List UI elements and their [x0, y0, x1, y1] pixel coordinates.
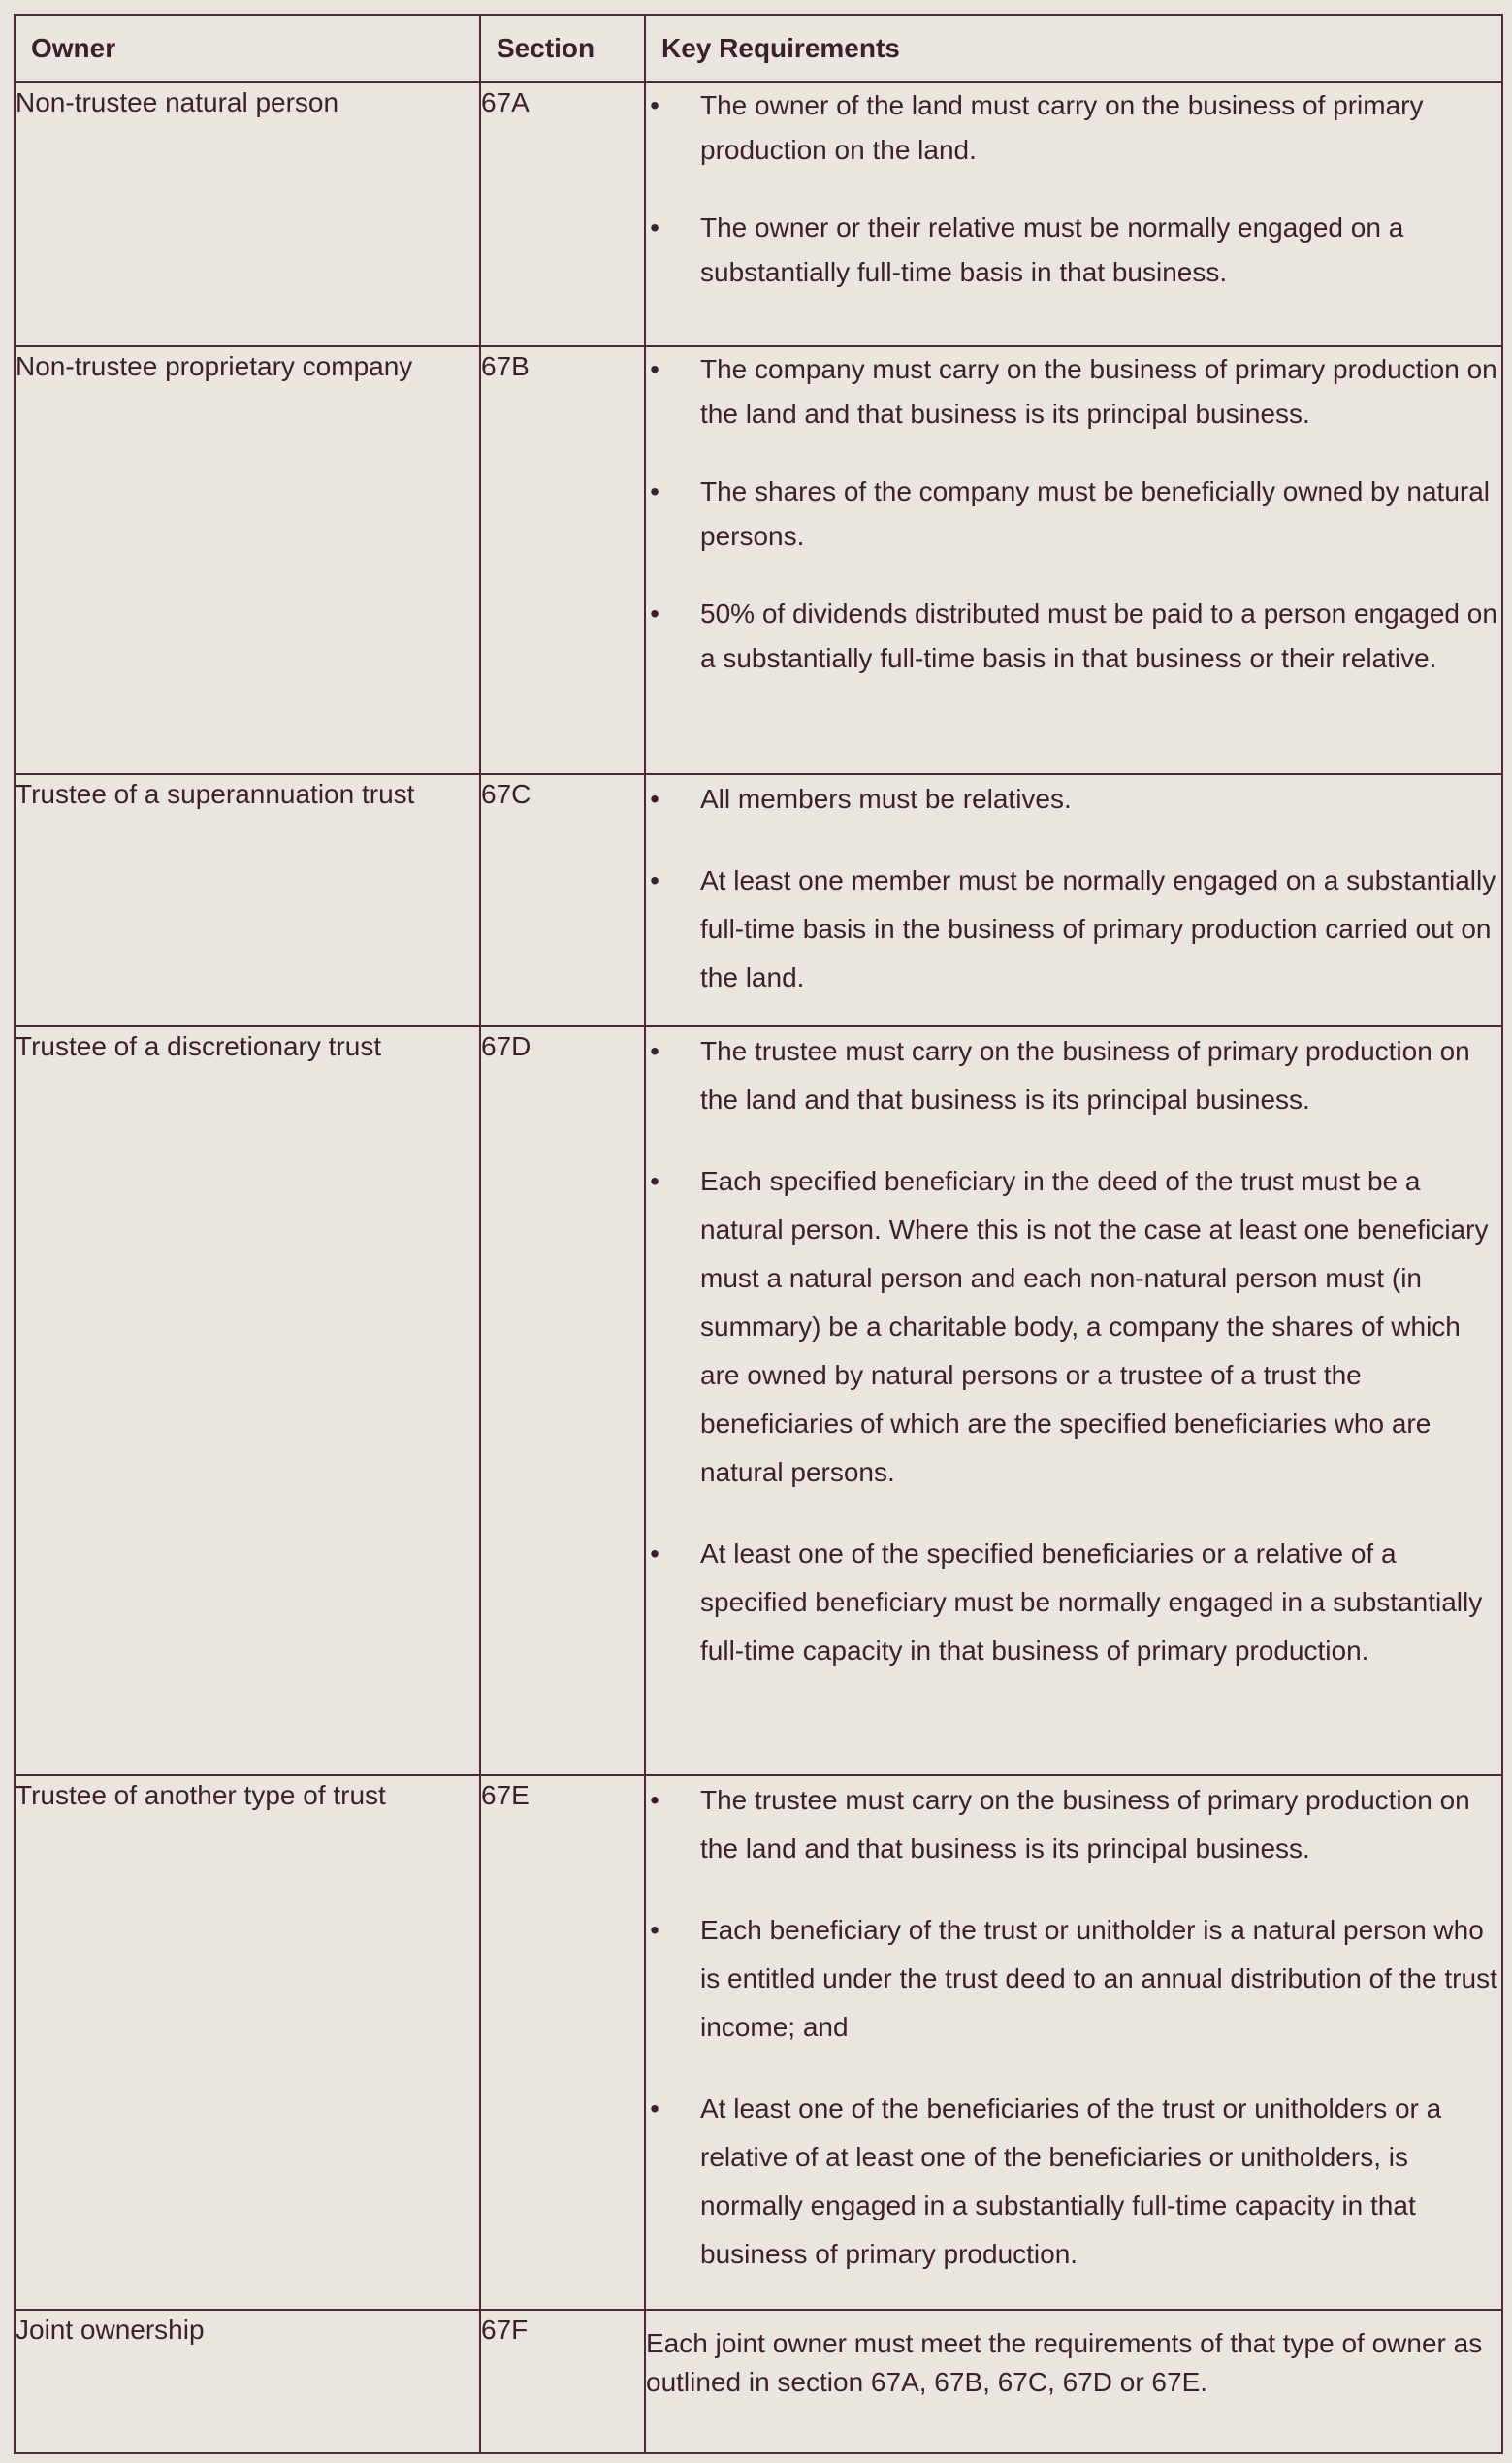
- section-cell: 67B: [480, 346, 645, 774]
- requirement-text: All members must be relatives.: [700, 784, 1072, 814]
- requirement-text: The trustee must carry on the business of primary production on the land and that business is its principal business.: [700, 1785, 1470, 1863]
- requirement-item: [646, 1906, 1501, 2052]
- table-row: [15, 774, 1502, 1026]
- requirement-item: [646, 857, 1501, 1002]
- requirement-item: [646, 347, 1501, 437]
- section-cell: 67D: [480, 1026, 645, 1775]
- section-cell: 67F: [480, 2310, 645, 2453]
- requirement-text: The owner of the land must carry on the business of primary production on the land.: [700, 90, 1424, 165]
- requirements-table: [14, 14, 1503, 2454]
- table-row: [15, 1775, 1502, 2310]
- requirement-item: [646, 1027, 1501, 1124]
- table-row: [15, 346, 1502, 774]
- requirements-cell: [645, 1775, 1502, 2310]
- bullet-icon: •: [650, 90, 659, 120]
- table-row: [15, 1026, 1502, 1775]
- requirement-list: [646, 347, 1501, 681]
- requirements-cell: [645, 346, 1502, 774]
- bullet-icon: •: [650, 1915, 659, 1945]
- bullet-icon: •: [650, 1166, 659, 1196]
- section-cell: 67C: [480, 774, 645, 1026]
- requirement-text: At least one member must be normally engaged on a substantially full-time basis in the business of primary production carried out on the land.: [700, 865, 1496, 992]
- requirement-item: [646, 83, 1501, 173]
- requirement-item: [646, 592, 1501, 681]
- requirements-cell: [645, 2310, 1502, 2453]
- bullet-icon: •: [650, 212, 659, 243]
- requirement-text: At least one of the beneficiaries of the trust or unitholders or a relative of at least one of the beneficiaries or unitholders, is normally engaged in a substantially full-time capacity in that business of primary production.: [700, 2093, 1442, 2269]
- bullet-icon: •: [650, 784, 659, 814]
- requirement-text: The owner or their relative must be normally engaged on a substantially full-time basis in that business.: [700, 212, 1404, 287]
- header-owner: Owner: [15, 15, 480, 82]
- requirements-cell: [645, 1026, 1502, 1775]
- owner-cell: Non-trustee natural person: [15, 82, 480, 346]
- requirement-item: [646, 470, 1501, 559]
- table-row: [15, 82, 1502, 346]
- table-row: [15, 2310, 1502, 2453]
- requirement-text: 50% of dividends distributed must be paid to a person engaged on a substantially full-time basis in that business or their relative.: [700, 599, 1497, 673]
- requirement-text: Each specified beneficiary in the deed of the trust must be a natural person. Where this is not the case at least one beneficiary must a natural person and each non-natural person must (in summary) be a charitable body, a company the shares of which are owned by natural persons or a trustee of a trust the beneficiaries of which are the specified beneficiaries who are natural persons.: [700, 1166, 1489, 1487]
- bullet-icon: •: [650, 1785, 659, 1815]
- requirement-text: The company must carry on the business of primary production on the land and that business is its principal business.: [700, 354, 1497, 429]
- requirement-list: [646, 1776, 1501, 2279]
- bullet-icon: •: [650, 354, 659, 384]
- requirement-list: [646, 1027, 1501, 1675]
- requirement-text: The trustee must carry on the business of primary production on the land and that business is its principal business.: [700, 1036, 1470, 1115]
- requirement-text: At least one of the specified beneficiaries or a relative of a specified beneficiary must be normally engaged in a substantially full-time capacity in that business of primary production.: [700, 1539, 1483, 1666]
- owner-cell: Joint ownership: [15, 2310, 480, 2453]
- requirement-item: [646, 1157, 1501, 1497]
- requirement-list: [646, 775, 1501, 1002]
- requirement-item: [646, 1530, 1501, 1675]
- requirement-list: [646, 83, 1501, 295]
- header-section: Section: [480, 15, 645, 82]
- bullet-icon: •: [650, 2093, 659, 2123]
- requirements-cell: [645, 82, 1502, 346]
- requirement-item: [646, 775, 1501, 824]
- section-cell: 67E: [480, 1775, 645, 2310]
- header-row: [15, 15, 1502, 82]
- bullet-icon: •: [650, 1036, 659, 1066]
- bullet-icon: •: [650, 865, 659, 895]
- bullet-icon: •: [650, 599, 659, 629]
- owner-cell: Trustee of a superannuation trust: [15, 774, 480, 1026]
- bullet-icon: •: [650, 1539, 659, 1569]
- requirement-text: Each beneficiary of the trust or unitholder is a natural person who is entitled under the trust deed to an annual distribution of the trust income; and: [700, 1915, 1497, 2042]
- requirement-item: [646, 1776, 1501, 1873]
- section-cell: 67A: [480, 82, 645, 346]
- owner-cell: Trustee of another type of trust: [15, 1775, 480, 2310]
- requirement-text: The shares of the company must be beneficially owned by natural persons.: [700, 476, 1491, 551]
- requirement-item: [646, 2085, 1501, 2279]
- bullet-icon: •: [650, 476, 659, 506]
- header-key-requirements: Key Requirements: [645, 15, 1502, 82]
- owner-cell: Trustee of a discretionary trust: [15, 1026, 480, 1775]
- requirements-cell: [645, 774, 1502, 1026]
- requirement-item: [646, 206, 1501, 295]
- requirement-text: Each joint owner must meet the requirements of that type of owner as outlined in section 67A, 67B, 67C, 67D or 67E.: [646, 2328, 1483, 2397]
- owner-cell: Non-trustee proprietary company: [15, 346, 480, 774]
